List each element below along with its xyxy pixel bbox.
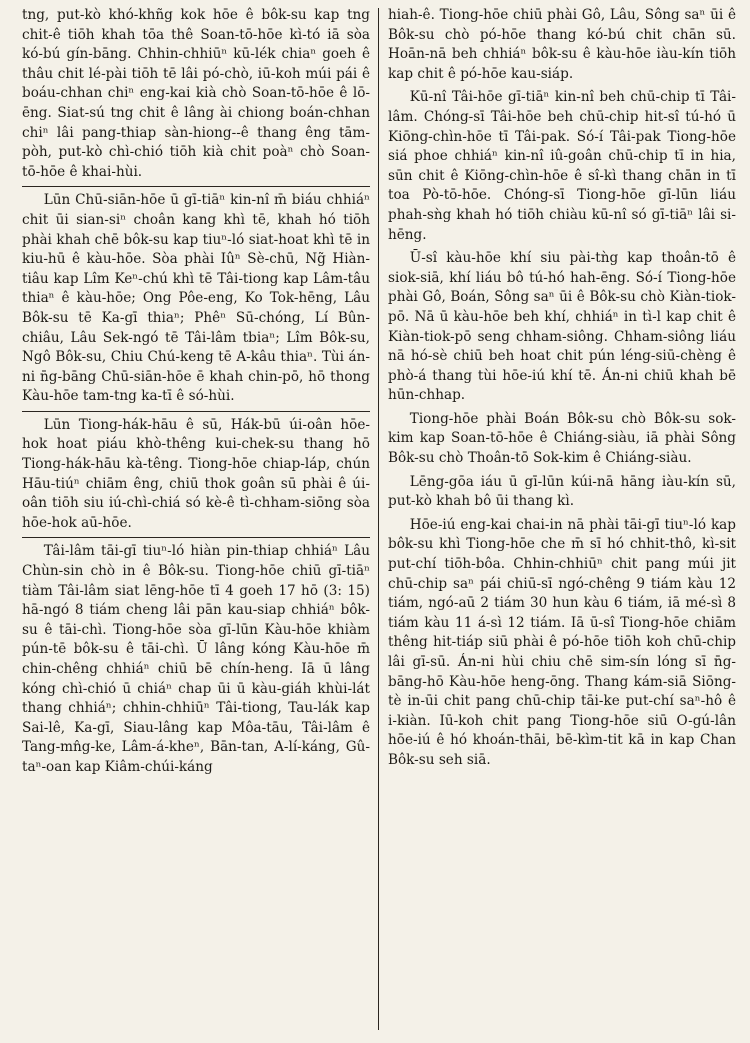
paragraph: tng, put-kò khó-khñg kok hōe ê bôk-su kap tng chit-ê tiōh khah tōa thê Soan-tō-hōe kì-tó iā sòa kó-bú gín-bāng. Chhin-chhiūⁿ kū-lék chiaⁿ goeh ê thâu chit lé-pài tiōh tē lâi pó-chò, iū-koh múi pái ê boáu-chhan chiⁿ eng-kai kià chò Soan-tō-hōe ê lō-ēng. Siat-sú tng chit ê lâng ài chiong boán-chhan chiⁿ lâi pang-thiap sàn-hiong--ê thang êng tām-pòh, put-kò chì-chió tiōh kià chit poàⁿ chò Soan-tō-hōe ê khai-hùi. (22, 7, 370, 180)
paragraph: Tiong-hōe phài Boán Bôk-su chò Bôk-su sok-kim kap Soan-tō-hōe ê Chiáng-siàu, iā phài Sông Bôk-su chò Thoân-tō Sok-kim ê Chiáng-siàu. (388, 410, 736, 467)
paragraph: Lūn Chū-siān-hōe ū gī-tiāⁿ kin-nî m̄ biáu chhiáⁿ chit ūi sian-siⁿ choân kang khì tē, khah hó tiōh phài khah chē bôk-su kap tiuⁿ-ló siat-hoat khì tē in kiu-hū ê kàu-hōe. Sòa phài Iûⁿ Sè-chū, Ng̃ Hiàn-tiâu kap Lîm Keⁿ-chú khì tē Tâi-tiong kap Lâm-tâu thiaⁿ ê kàu-hōe; Ong Pôe-eng, Ko Tok-hēng, Lâu Bôk-su tē Ka-gī thiaⁿ; Phêⁿ Sū-chóng, Lí Bûn-chiâu, Lâu Sek-ngó tē Tâi-lâm tbiaⁿ; Lîm Bôk-su, Ngô Bôk-su, Chiu Chú-keng tē A-kâu thiaⁿ. Tùi án-ni n̄g-bāng Chū-siān-hōe ē khah chin-pō, hō thong Kàu-hōe tam-tng ka-tī ê só-hùi. (22, 192, 370, 405)
paragraph: Kū-nî Tâi-hōe gī-tiāⁿ kin-nî beh chū-chip tī Tâi-lâm. Chóng-sī Tâi-hōe beh chū-chip hit-sî tú-hó ū Kiōng-chìn-hōe tī Tâi-pak. Só-í Tâi-pak Tiong-hōe siá phoe chhiáⁿ kin-nî iû-goân chū-chip tī in hia, sūn chit ê Kiōng-chìn-hōe ê sî-kì thang chān in tī toa Pò-tō-hōe. Chóng-sī Tiong-hōe gī-lūn liáu phah-sǹg khah hó tiōh chiàu kū-nî só gī-tiāⁿ lâi si-hēng. (388, 89, 736, 243)
text-columns (22, 6, 736, 1036)
paragraph-separator (22, 186, 370, 187)
paragraph: Lūn Tiong-hák-hāu ê sū, Hák-bū úi-oân hōe-hok hoat piáu khò-thêng kui-chek-su thang hō Tiong-hák-hāu kà-têng. Tiong-hōe chiap-láp, chún Hāu-tiúⁿ chiām êng, chiū thok goân sū phài ê úi-oân tiōh siu iú-chì-chiá só kè-ê tì-chham-siōng sòa hōe-hok aū-hōe. (22, 416, 370, 531)
paragraph: Ū-sî kàu-hōe khí siu pài-tǹg kap thoân-tō ê siok-siā, khí liáu bô tú-hó hah-ēng. Só-í Tiong-hōe phài Gô, Boán, Sông saⁿ ūi ê Bôk-su chò Kiàn-tiok-pō. Nā ū kàu-hōe beh khí, chhiáⁿ in tì-l kap chit ê Kiàn-tiok-pō seng chham-siông. Chham-siông liáu nā hó-sè chiū beh hoat chit pún léng-siū-chèng ê phò-á thang tùi hōe-iú khí tē. Án-ni chiū khah bē hūn-chhap. (388, 250, 736, 404)
paragraph: hiah-ê. Tiong-hōe chiū phài Gô, Lâu, Sông saⁿ ūi ê Bôk-su chò pó-hōe thang kó-bú chit chān sū. Hoān-nā beh chhiáⁿ bôk-su ê kàu-hōe iàu-kín tiōh kap chit ê pó-hōe kau-siáp. (388, 7, 736, 82)
paragraph-separator (22, 411, 370, 412)
paragraph: Lēng-gōa iáu ū gī-lūn kúi-nā hāng iàu-kín sū, put-kò khah bô ūi thang kì. (388, 473, 736, 510)
paragraph: Hōe-iú eng-kai chai-in nā phài tāi-gī tiuⁿ-ló kap bôk-su khì Tiong-hōe che m̄ sī hó chhit-thô, kì-sit put-chí tiōh-bôa. Chhin-chhiūⁿ chit pang múi jit chū-chip saⁿ pái chiū-sī ngó-chêng 9 tiám kàu 12 tiám, ngó-aū 2 tiám 30 hun kàu 6 tiám, iā mé-sì 8 tiám kàu 11 á-sì 12 tiám. Iā ū-sî Tiong-hōe chiām thêng hit-tiáp siū phài ê pó-hōe tiōh koh chū-chip lâi gī-sū. Án-ni hùi chiu chē sim-sín lóng sī n̄g-bāng-hō Kàu-hōe heng-ōng. Thang kám-siā Siōng-tè in-ūi chit pang chū-chip tāi-ke put-chí saⁿ-hô ê i-kiàn. Iū-koh chit pang Tiong-hōe siū O-gú-lân hōe-iú ê hó khoán-thāi, bē-kìm-tit kā in kap Chan Bôk-su seh siā. (388, 516, 736, 768)
paragraph: Tâi-lâm tāi-gī tiuⁿ-ló hiàn pin-thiap chhiáⁿ Lâu Chùn-sin chò in ê Bôk-su. Tiong-hōe chiū gī-tiāⁿ tiàm Tâi-lâm siat lēng-hōe tī 4 goeh 17 hō (3: 15) hā-ngó 8 tiám cheng lâi pān kau-siap chhiáⁿ bôk-su ê tāi-chì. Tiong-hōe sòa gī-lūn Kàu-hōe khiàm pún-tē bôk-su ê tāi-chì. Ū lâng kóng Kàu-hōe m̄ chin-chêng chhiáⁿ chiū bē chín-heng. Iā ū lâng kóng chì-chió ū chiáⁿ chap ūi ū kàu-giáh khùi-lát thang chhiáⁿ; chhin-chhiūⁿ Tâi-tiong, Tau-lák kap Sai-lê, Ka-gī, Siau-lâng kap Môa-tāu, Tâi-lâm ê Tang-mn̂g-ke, Lâm-á-kheⁿ, Bān-tan, A-lí-káng, Gû-taⁿ-oan kap Kiâm-chúi-káng (22, 543, 370, 775)
paragraph-separator (22, 537, 370, 538)
right-column (379, 6, 736, 1036)
left-column (22, 6, 378, 1036)
